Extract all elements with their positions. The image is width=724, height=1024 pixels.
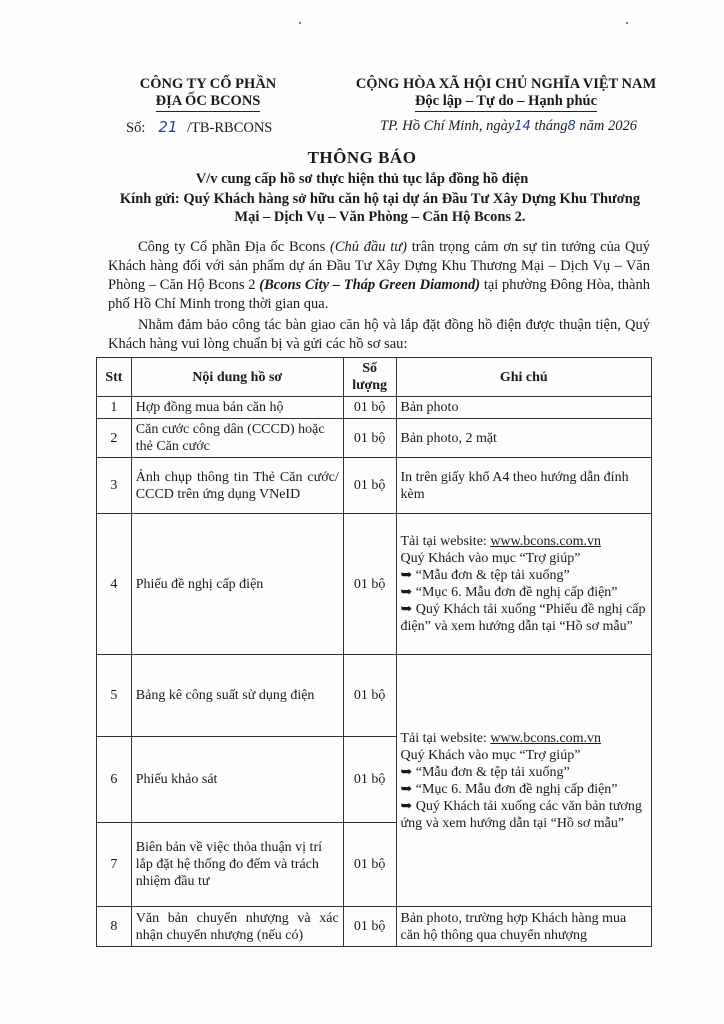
row-qty: 01 bộ — [343, 397, 396, 419]
row-qty: 01 bộ — [343, 907, 396, 947]
row-stt: 4 — [97, 514, 132, 655]
row-qty: 01 bộ — [343, 514, 396, 655]
row-content: Phiếu đề nghị cấp điện — [131, 514, 343, 655]
row-content: Biên bản về việc thỏa thuận vị trí lắp đặt hệ thống đo đếm và trách nhiệm đầu tư — [131, 823, 343, 907]
document-date — [380, 118, 637, 135]
company-name-line1: CÔNG TY CỔ PHẦN — [139, 76, 277, 92]
note-text: ➥ “Mẫu đơn & tệp tải xuống” — [400, 764, 570, 780]
row-content: Bảng kê công suất sử dụng điện — [131, 655, 343, 737]
table-row — [97, 397, 652, 419]
table-header-row — [97, 358, 652, 397]
row-stt: 3 — [97, 458, 132, 514]
paragraph-intro — [108, 238, 650, 314]
note-text: ➥ “Mục 6. Mẫu đơn đề nghị cấp điện” — [400, 585, 618, 600]
row-content: Phiếu khảo sát — [131, 737, 343, 823]
table-row — [97, 458, 652, 514]
row-content: Hợp đồng mua bán căn hộ — [131, 397, 343, 419]
row-qty: 01 bộ — [343, 655, 396, 737]
row-qty: 01 bộ — [343, 823, 396, 907]
note-text: Tải tại website: — [400, 534, 491, 549]
note-website-line — [401, 730, 648, 747]
document-number — [126, 118, 272, 137]
note-text: Quý Khách vào mục “Trợ giúp” — [400, 747, 581, 763]
nation-title: CỘNG HÒA XÃ HỘI CHỦ NGHĨA VIỆT NAM — [355, 76, 657, 92]
intro-role: (Chủ đầu tư) — [329, 239, 408, 255]
note-text: Tải tại website: — [400, 730, 491, 746]
row-content: Văn bản chuyển nhượng và xác nhận chuyển nhượng (nếu có) — [131, 907, 343, 947]
row-stt: 7 — [97, 823, 132, 907]
documents-table — [96, 357, 652, 947]
note-website-line — [401, 533, 648, 550]
table-row — [97, 514, 652, 655]
handwritten-month: 8 — [567, 119, 576, 134]
nation-motto: Độc lập – Tự do – Hạnh phúc — [415, 93, 597, 112]
date-place: TP. Hồ Chí Minh, ngày — [380, 118, 515, 134]
date-month-label: tháng — [534, 118, 568, 134]
note-text: Quý Khách vào mục “Trợ giúp” — [400, 551, 581, 566]
row-stt: 2 — [97, 419, 132, 458]
document-subject: V/v cung cấp hồ sơ thực hiện thủ tục lắp đồng hồ điện — [195, 171, 529, 187]
row-qty: 01 bộ — [343, 458, 396, 514]
note-text: ➥ “Mục 6. Mẫu đơn đề nghị cấp điện” — [400, 781, 618, 797]
document-title: THÔNG BÁO — [307, 148, 417, 167]
row-note: Bản photo, 2 mặt — [396, 419, 652, 458]
intro-text: tại phường Đông Hòa, thành phố Hồ Chí Minh trong thời gian qua. — [108, 277, 650, 312]
intro-text: Công ty Cổ phần Địa ốc Bcons — [138, 239, 330, 255]
document-recipient: Kính gửi: Quý Khách hàng sở hữu căn hộ tại dự án Đầu Tư Xây Dựng Khu Thương Mại – Dịch Vụ – Văn Phòng – Căn Hộ Bcons 2. — [119, 191, 641, 225]
website-link[interactable]: www.bcons.com.vn — [490, 730, 601, 746]
header-qty: Số lượng — [343, 358, 396, 397]
header-stt: Stt — [97, 358, 132, 397]
number-suffix: /TB-RBCONS — [186, 120, 273, 136]
row-note: Bản photo — [396, 397, 652, 419]
table-row — [97, 655, 652, 737]
row-stt: 6 — [97, 737, 132, 823]
table-row — [97, 907, 652, 947]
number-prefix: Số: — [126, 120, 146, 136]
website-link[interactable]: www.bcons.com.vn — [490, 534, 601, 549]
row-note-download — [396, 514, 652, 655]
scan-speck — [626, 22, 628, 24]
header-note: Ghi chú — [396, 358, 652, 397]
date-year: năm 2026 — [579, 118, 637, 134]
row-note: Bản photo, trường hợp Khách hàng mua căn hộ thông qua chuyển nhượng — [396, 907, 652, 947]
row-content: Căn cước công dân (CCCD) hoặc thẻ Căn cước — [131, 419, 343, 458]
row-note: In trên giấy khổ A4 theo hướng dẫn đính kèm — [396, 458, 652, 514]
note-text: ➥ Quý Khách tải xuống “Phiếu đề nghị cấp điện” và xem hướng dẫn tại “Hồ sơ mẫu” — [400, 602, 646, 634]
row-qty: 01 bộ — [343, 419, 396, 458]
row-stt: 5 — [97, 655, 132, 737]
company-header — [118, 76, 298, 112]
company-name-line2: ĐỊA ỐC BCONS — [156, 93, 261, 112]
intro-text: trân trọng cảm ơn sự tin tưởng của Quý Khách hàng đối với sản phẩm dự án Đầu Tư Xây Dựng Khu Thương Mại – Dịch Vụ – Văn Phòng – Căn Hộ Bcons 2 — [108, 239, 650, 293]
paragraph-request: Nhằm đảm bảo công tác bàn giao căn hộ và lắp đặt đồng hồ điện được thuận tiện, Quý Khách hàng vui lòng chuẩn bị và gửi các hồ sơ sau: — [108, 317, 650, 352]
note-text: ➥ Quý Khách tải xuống các văn bản tương ứng và xem hướng dẫn tại “Hồ sơ mẫu” — [400, 798, 642, 831]
project-name: (Bcons City – Tháp Green Diamond) — [259, 277, 481, 293]
national-header — [346, 76, 666, 112]
scan-speck — [299, 22, 301, 24]
row-stt: 8 — [97, 907, 132, 947]
table-row — [97, 419, 652, 458]
row-note-download-merged — [396, 655, 652, 907]
header-content: Nội dung hồ sơ — [131, 358, 343, 397]
row-content: Ảnh chụp thông tin Thẻ Căn cước/ CCCD trên ứng dụng VNeID — [131, 458, 343, 514]
note-text: ➥ “Mẫu đơn & tệp tải xuống” — [400, 568, 570, 583]
handwritten-day: 14 — [514, 119, 531, 134]
handwritten-number: 21 — [158, 118, 178, 136]
row-stt: 1 — [97, 397, 132, 419]
row-qty: 01 bộ — [343, 737, 396, 823]
